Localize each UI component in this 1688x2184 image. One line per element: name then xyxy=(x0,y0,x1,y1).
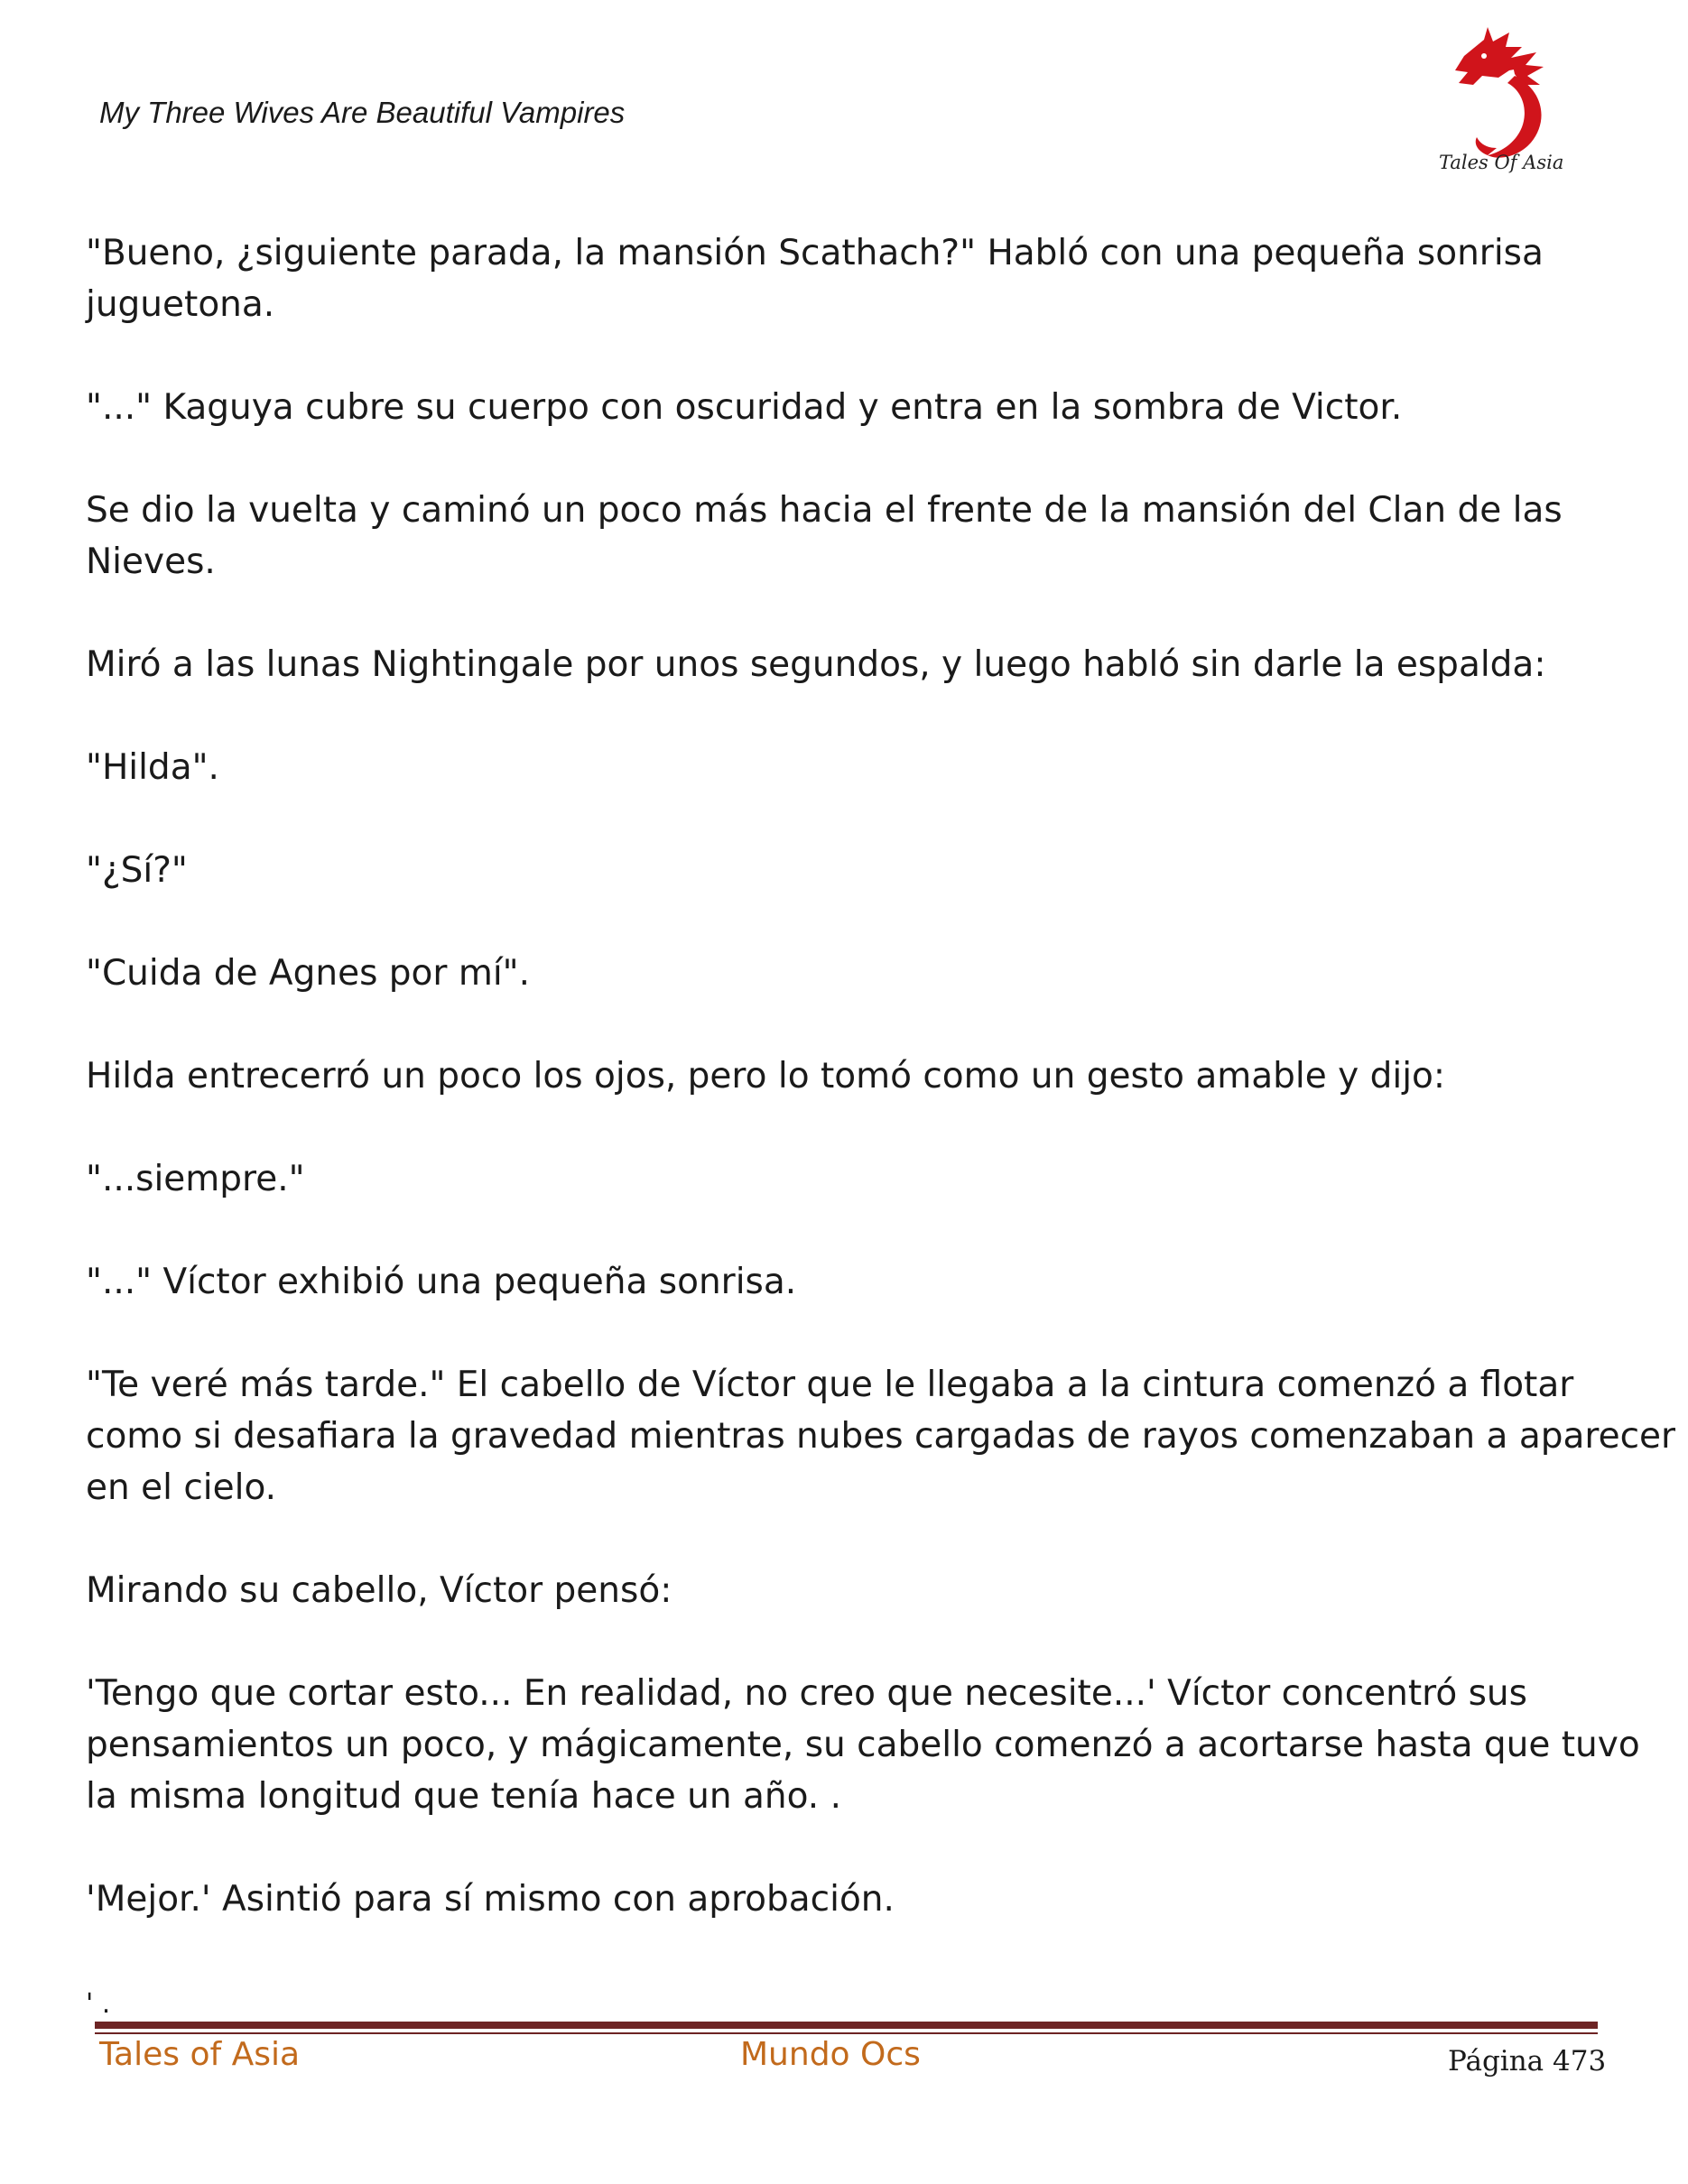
footer-section-name: Mundo Ocs xyxy=(740,2036,921,2073)
paragraph xyxy=(86,639,1620,690)
paragraph xyxy=(86,948,1620,999)
paragraph xyxy=(86,1050,1620,1102)
text-line: 'Mejor.' Asintió para sí mismo con aprobación. xyxy=(86,1879,895,1920)
paragraph xyxy=(86,742,1620,793)
text-line: "..." Víctor exhibió una pequeña sonrisa. xyxy=(86,1262,797,1302)
text-line: Mirando su cabello, Víctor pensó: xyxy=(86,1570,672,1611)
text-line: Hilda entrecerró un poco los ojos, pero lo tomó como un gesto amable y dijo: xyxy=(86,1056,1446,1097)
document-header-title: My Three Wives Are Beautiful Vampires xyxy=(99,96,626,129)
text-line: la misma longitud que tenía hace un año. . xyxy=(86,1776,841,1817)
footer-site-name: Tales of Asia xyxy=(99,2036,301,2073)
text-line: "..." Kaguya cubre su cuerpo con oscuridad y entra en la sombra de Victor. xyxy=(86,387,1403,428)
text-line: "Bueno, ¿siguiente parada, la mansión Scathach?" Habló con una pequeña sonrisa xyxy=(86,233,1544,273)
page-number: Página 473 xyxy=(1448,2045,1607,2078)
paragraph xyxy=(86,1256,1620,1308)
text-line: juguetona. xyxy=(86,284,275,325)
text-line: "...siempre." xyxy=(86,1159,305,1199)
paragraph xyxy=(86,1565,1620,1616)
paragraph xyxy=(86,1874,1620,1925)
text-line: Miró a las lunas Nightingale por unos segundos, y luego habló sin darle la espalda: xyxy=(86,644,1546,685)
paragraph xyxy=(86,227,1620,330)
paragraph xyxy=(86,382,1620,433)
text-line: pensamientos un poco, y mágicamente, su cabello comenzó a acortarse hasta que tuvo xyxy=(86,1725,1640,1765)
paragraph xyxy=(86,1668,1640,1822)
text-line: "Te veré más tarde." El cabello de Víctor que le llegaba a la cintura comenzó a flotar xyxy=(86,1365,1574,1405)
text-line: Nieves. xyxy=(86,541,216,582)
footer-rule-thick xyxy=(95,2022,1598,2029)
text-line: como si desafiara la gravedad mientras nubes cargadas de rayos comenzaban a aparecer xyxy=(86,1416,1676,1457)
paragraph xyxy=(86,1153,1620,1205)
text-line: en el cielo. xyxy=(86,1467,277,1508)
text-line: "Cuida de Agnes por mí". xyxy=(86,953,530,994)
paragraph xyxy=(86,845,1620,896)
stray-mark: ' . xyxy=(86,1988,111,2020)
text-line: "¿Sí?" xyxy=(86,850,188,891)
text-line: Se dio la vuelta y caminó un poco más hacia el frente de la mansión del Clan de las xyxy=(86,490,1563,531)
footer-rule-thin xyxy=(95,2032,1598,2034)
text-line: 'Tengo que cortar esto... En realidad, no creo que necesite...' Víctor concentró sus xyxy=(86,1673,1527,1714)
text-line: "Hilda". xyxy=(86,747,219,788)
logo-caption: Tales Of Asia xyxy=(1439,152,1564,173)
paragraph xyxy=(86,485,1620,588)
paragraph xyxy=(86,1359,1676,1513)
document-body xyxy=(86,227,1676,1976)
